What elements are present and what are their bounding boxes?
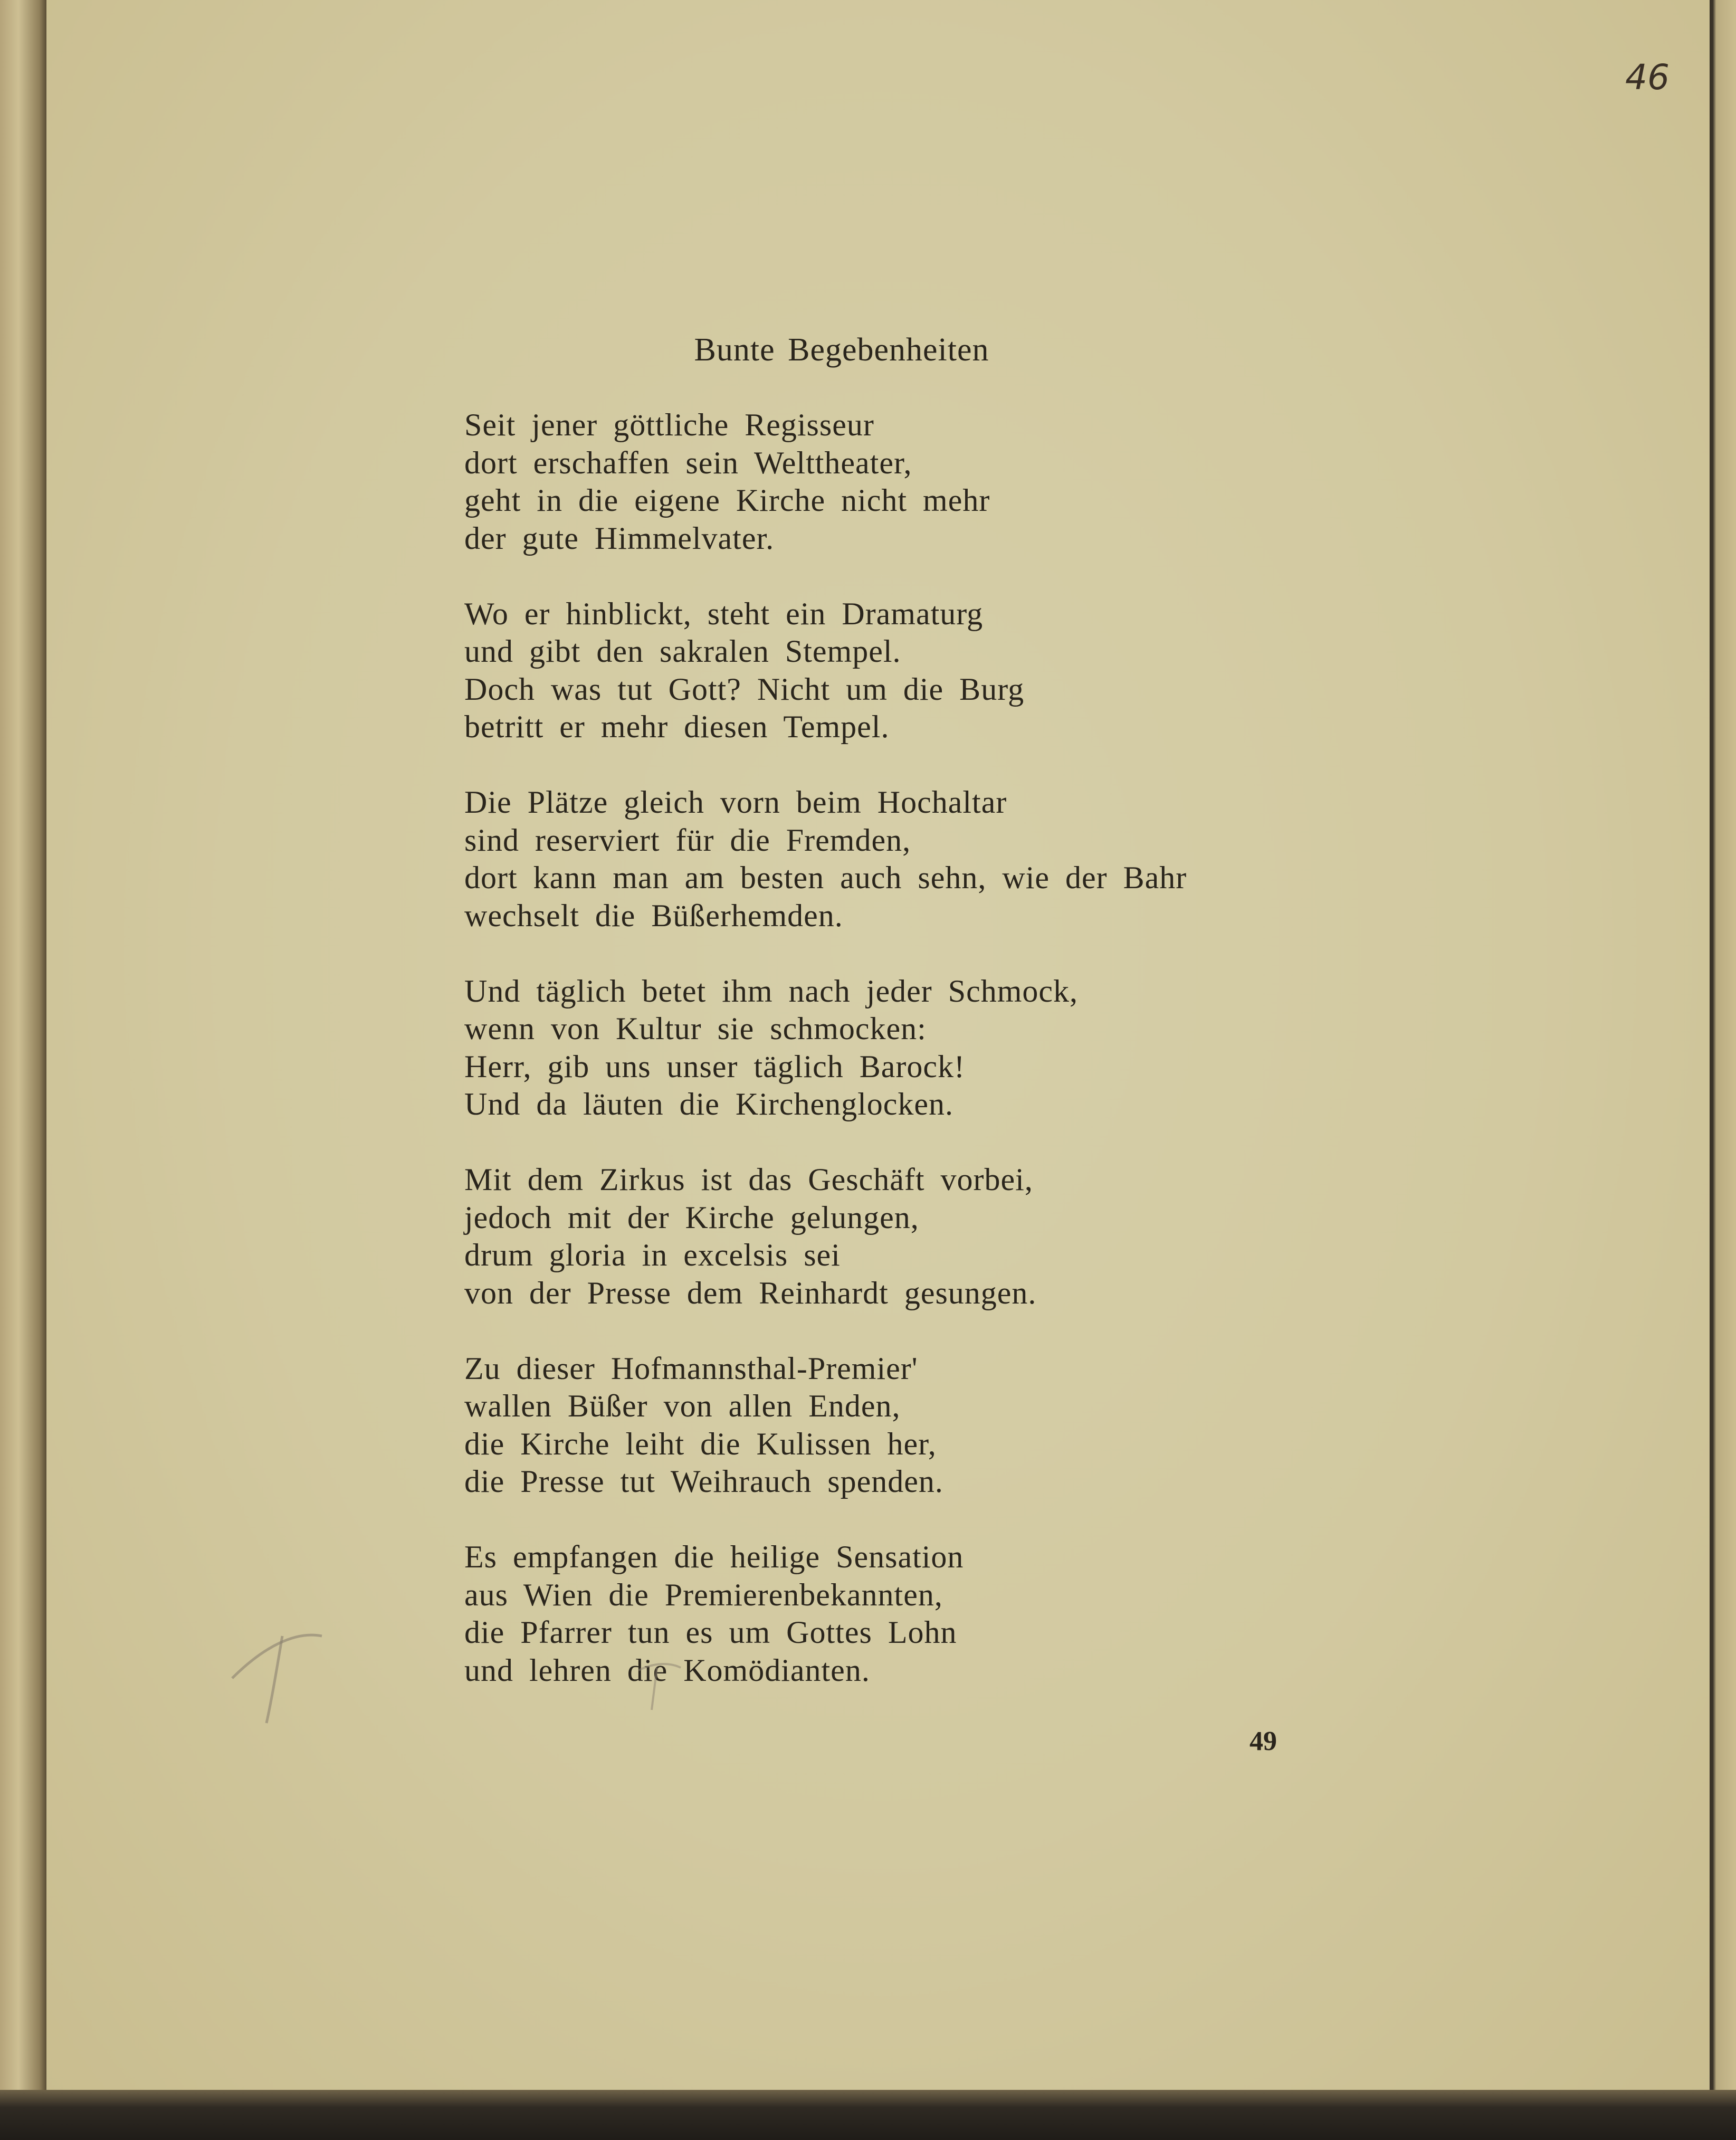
poem-line: geht in die eigene Kirche nicht mehr [464, 483, 990, 518]
poem-line: jedoch mit der Kirche gelungen, [464, 1200, 919, 1235]
poem-line: Wo er hinblickt, steht ein Dramaturg [464, 596, 984, 631]
poem-line: dort kann man am besten auch sehn, wie der Bahr [464, 860, 1187, 895]
poem-line: Mit dem Zirkus ist das Geschäft vorbei, [464, 1162, 1033, 1197]
poem-line: wechselt die Büßerhemden. [464, 898, 843, 933]
poem-line: wenn von Kultur sie schmocken: [464, 1011, 927, 1046]
poem-line: sind reserviert für die Fremden, [464, 822, 911, 858]
poem-line: dort erschaffen sein Welttheater, [464, 445, 912, 480]
pencil-mark-small [638, 1664, 681, 1710]
poem-line: und lehren die Komödianten. [464, 1652, 870, 1688]
poem-line: Herr, gib uns unser täglich Barock! [464, 1049, 966, 1084]
page-number: 49 [1249, 1726, 1277, 1756]
poem-line: Und da läuten die Kirchenglocken. [464, 1087, 954, 1121]
poem-line: Doch was tut Gott? Nicht um die Burg [464, 671, 1025, 707]
poem-line: die Kirche leiht die Kulissen her, [464, 1426, 937, 1461]
poem-line: und gibt den sakralen Stempel. [464, 634, 901, 669]
poem-line: aus Wien die Premierenbekannten, [464, 1577, 943, 1612]
poem-line: Seit jener göttliche Regisseur [464, 407, 874, 442]
poem-line: von der Presse dem Reinhardt gesungen. [464, 1275, 1037, 1310]
poem-title-text: Bunte Begebenheiten [694, 332, 989, 368]
poem-line: Und täglich betet ihm nach jeder Schmock, [464, 973, 1079, 1009]
poem-line: wallen Büßer von allen Enden, [464, 1388, 901, 1423]
poem-line: die Presse tut Weihrauch spenden. [464, 1464, 943, 1499]
poem-line: Zu dieser Hofmannsthal-Premier' [464, 1350, 918, 1386]
poem-line: Es empfangen die heilige Sensation [464, 1539, 964, 1574]
poem-line: der gute Himmelvater. [464, 520, 775, 556]
poem-line: drum gloria in excelsis sei [464, 1238, 841, 1272]
handwritten-folio-number: 46 [1625, 57, 1670, 98]
poem-line: Die Plätze gleich vorn beim Hochaltar [464, 785, 1007, 820]
poem-line: die Pfarrer tun es um Gottes Lohn [464, 1615, 957, 1650]
poem-line: betritt er mehr diesen Tempel. [464, 709, 890, 744]
